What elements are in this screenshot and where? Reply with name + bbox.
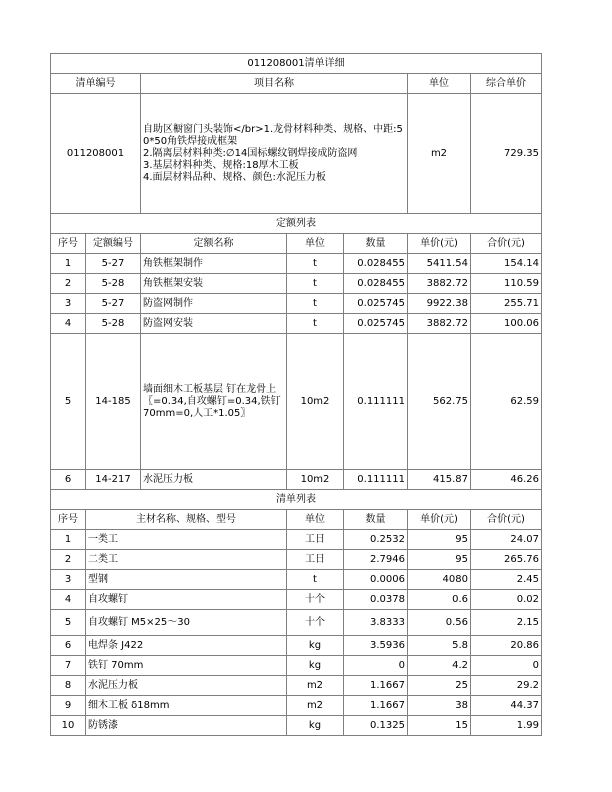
mat-cell-unit: 十个 <box>287 590 344 610</box>
mat-col-qty: 数量 <box>344 510 408 530</box>
mat-cell-unit: 十个 <box>287 610 344 636</box>
mat-cell-qty: 0 <box>344 656 408 676</box>
quota-cell-price: 5411.54 <box>408 254 471 274</box>
quota-cell-index: 1 <box>51 254 86 274</box>
mat-cell-index: 1 <box>51 530 86 550</box>
quota-section-title: 定额列表 <box>51 214 542 234</box>
mat-cell-name: 一类工 <box>86 530 287 550</box>
quota-cell-price: 3882.72 <box>408 274 471 294</box>
quota-cell-index: 5 <box>51 334 86 470</box>
mat-cell-unit: t <box>287 570 344 590</box>
mat-cell-price: 0.56 <box>408 610 471 636</box>
quota-cell-qty: 0.111111 <box>344 334 408 470</box>
mat-cell-price: 25 <box>408 676 471 696</box>
quota-row <box>51 314 542 334</box>
quota-cell-qty: 0.028455 <box>344 254 408 274</box>
quota-row <box>51 334 542 470</box>
quota-cell-unit: t <box>287 254 344 274</box>
quota-col-unit: 单位 <box>287 234 344 254</box>
mat-col-name: 主材名称、规格、型号 <box>86 510 287 530</box>
mat-cell-qty: 0.2532 <box>344 530 408 550</box>
bill-detail-table <box>50 53 542 736</box>
mat-cell-index: 9 <box>51 696 86 716</box>
quota-row <box>51 294 542 314</box>
material-row <box>51 676 542 696</box>
mat-cell-unit: kg <box>287 716 344 736</box>
quota-cell-code: 14-217 <box>86 470 141 490</box>
mat-cell-name: 二类工 <box>86 550 287 570</box>
quota-cell-index: 6 <box>51 470 86 490</box>
mat-cell-qty: 1.1667 <box>344 676 408 696</box>
quota-cell-qty: 0.028455 <box>344 274 408 294</box>
mat-cell-total: 265.76 <box>471 550 542 570</box>
quota-cell-code: 5-28 <box>86 274 141 294</box>
material-row <box>51 530 542 550</box>
quota-cell-unit: t <box>287 294 344 314</box>
mat-cell-qty: 1.1667 <box>344 696 408 716</box>
mat-cell-total: 0 <box>471 656 542 676</box>
material-row <box>51 696 542 716</box>
mat-cell-total: 29.2 <box>471 676 542 696</box>
mat-cell-qty: 0.0006 <box>344 570 408 590</box>
mat-cell-price: 0.6 <box>408 590 471 610</box>
quota-cell-total: 62.59 <box>471 334 542 470</box>
mat-cell-total: 2.15 <box>471 610 542 636</box>
quota-col-qty: 数量 <box>344 234 408 254</box>
mat-cell-qty: 3.5936 <box>344 636 408 656</box>
mat-cell-price: 38 <box>408 696 471 716</box>
mat-cell-unit: 工日 <box>287 550 344 570</box>
mat-cell-unit: m2 <box>287 696 344 716</box>
quota-cell-total: 46.26 <box>471 470 542 490</box>
quota-cell-qty: 0.025745 <box>344 294 408 314</box>
material-row <box>51 610 542 636</box>
mat-col-index: 序号 <box>51 510 86 530</box>
quota-cell-code: 5-27 <box>86 294 141 314</box>
mat-cell-name: 细木工板 δ18mm <box>86 696 287 716</box>
mat-cell-qty: 3.8333 <box>344 610 408 636</box>
mat-cell-index: 6 <box>51 636 86 656</box>
mat-col-price: 单价(元) <box>408 510 471 530</box>
mat-cell-total: 24.07 <box>471 530 542 550</box>
quota-col-price: 单价(元) <box>408 234 471 254</box>
mat-cell-index: 3 <box>51 570 86 590</box>
mat-cell-qty: 0.1325 <box>344 716 408 736</box>
mat-col-total: 合价(元) <box>471 510 542 530</box>
header-unit: 单位 <box>408 74 471 94</box>
quota-row <box>51 274 542 294</box>
mat-cell-name: 电焊条 J422 <box>86 636 287 656</box>
quota-cell-name: 角铁框架安装 <box>141 274 287 294</box>
material-row <box>51 570 542 590</box>
material-row <box>51 636 542 656</box>
quota-col-code: 定额编号 <box>86 234 141 254</box>
quota-cell-qty: 0.111111 <box>344 470 408 490</box>
mat-cell-price: 4.2 <box>408 656 471 676</box>
quota-col-total: 合价(元) <box>471 234 542 254</box>
mat-cell-total: 1.99 <box>471 716 542 736</box>
quota-cell-name: 防盗网安装 <box>141 314 287 334</box>
quota-cell-price: 9922.38 <box>408 294 471 314</box>
mat-cell-name: 自攻螺钉 <box>86 590 287 610</box>
mat-cell-index: 4 <box>51 590 86 610</box>
quota-cell-index: 4 <box>51 314 86 334</box>
materials-section-title: 清单列表 <box>51 490 542 510</box>
mat-cell-name: 铁钉 70mm <box>86 656 287 676</box>
quota-cell-unit: 10m2 <box>287 334 344 470</box>
mat-cell-index: 8 <box>51 676 86 696</box>
mat-cell-total: 44.37 <box>471 696 542 716</box>
quota-cell-price: 3882.72 <box>408 314 471 334</box>
material-row <box>51 590 542 610</box>
quota-col-name: 定额名称 <box>141 234 287 254</box>
material-row <box>51 550 542 570</box>
quota-row <box>51 470 542 490</box>
quota-col-index: 序号 <box>51 234 86 254</box>
header-code: 清单编号 <box>51 74 141 94</box>
quota-cell-code: 5-27 <box>86 254 141 274</box>
header-name: 项目名称 <box>141 74 408 94</box>
material-row <box>51 716 542 736</box>
quota-cell-total: 110.59 <box>471 274 542 294</box>
mat-col-unit: 单位 <box>287 510 344 530</box>
item-code: 011208001 <box>51 94 141 214</box>
quota-cell-qty: 0.025745 <box>344 314 408 334</box>
mat-cell-name: 水泥压力板 <box>86 676 287 696</box>
mat-cell-index: 2 <box>51 550 86 570</box>
quota-cell-name: 防盗网制作 <box>141 294 287 314</box>
mat-cell-price: 4080 <box>408 570 471 590</box>
mat-cell-name: 防锈漆 <box>86 716 287 736</box>
mat-cell-index: 10 <box>51 716 86 736</box>
mat-cell-qty: 0.0378 <box>344 590 408 610</box>
mat-cell-price: 15 <box>408 716 471 736</box>
mat-cell-index: 7 <box>51 656 86 676</box>
quota-cell-total: 154.14 <box>471 254 542 274</box>
quota-cell-unit: 10m2 <box>287 470 344 490</box>
table-title: 011208001清单详细 <box>51 54 542 74</box>
quota-cell-total: 255.71 <box>471 294 542 314</box>
mat-cell-qty: 2.7946 <box>344 550 408 570</box>
mat-cell-total: 2.45 <box>471 570 542 590</box>
item-unit: m2 <box>408 94 471 214</box>
mat-cell-price: 95 <box>408 550 471 570</box>
item-name: 自助区橱窗门头装饰</br>1.龙骨材料种类、规格、中距:50*50角铁焊接成框架 2.隔离层材料种类:∅14国标螺纹钢焊接成防盗网 3.基层材料种类、规格:18厚木工板 4.面层材料品种、规格、颜色:水泥压力板 <box>141 94 408 214</box>
item-price: 729.35 <box>471 94 542 214</box>
quota-cell-price: 562.75 <box>408 334 471 470</box>
quota-cell-unit: t <box>287 274 344 294</box>
mat-cell-unit: 工日 <box>287 530 344 550</box>
quota-cell-name: 角铁框架制作 <box>141 254 287 274</box>
quota-cell-name: 水泥压力板 <box>141 470 287 490</box>
material-row <box>51 656 542 676</box>
quota-cell-unit: t <box>287 314 344 334</box>
mat-cell-index: 5 <box>51 610 86 636</box>
mat-cell-price: 5.8 <box>408 636 471 656</box>
quota-cell-total: 100.06 <box>471 314 542 334</box>
quota-cell-name: 墙面细木工板基层 钉在龙骨上〖=0.34,自攻螺钉=0.34,铁钉 70mm=0,人工*1.05〗 <box>141 334 287 470</box>
header-price: 综合单价 <box>471 74 542 94</box>
quota-row <box>51 254 542 274</box>
quota-cell-code: 14-185 <box>86 334 141 470</box>
quota-cell-index: 3 <box>51 294 86 314</box>
mat-cell-total: 20.86 <box>471 636 542 656</box>
quota-cell-price: 415.87 <box>408 470 471 490</box>
mat-cell-unit: kg <box>287 636 344 656</box>
mat-cell-price: 95 <box>408 530 471 550</box>
mat-cell-unit: kg <box>287 656 344 676</box>
mat-cell-name: 型钢 <box>86 570 287 590</box>
mat-cell-unit: m2 <box>287 676 344 696</box>
mat-cell-total: 0.02 <box>471 590 542 610</box>
mat-cell-name: 自攻螺钉 M5×25～30 <box>86 610 287 636</box>
quota-cell-code: 5-28 <box>86 314 141 334</box>
quota-cell-index: 2 <box>51 274 86 294</box>
